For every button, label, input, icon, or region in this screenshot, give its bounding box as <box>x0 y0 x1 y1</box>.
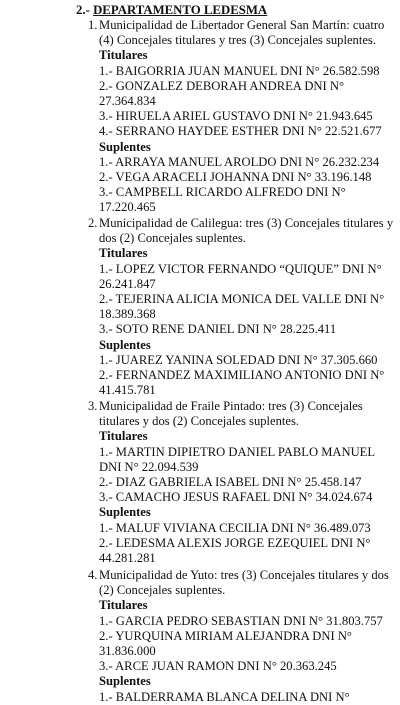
titular-entry: 2.- DIAZ GABRIELA ISABEL DNI N° 25.458.147 <box>99 475 362 490</box>
municipality-heading <box>88 216 396 246</box>
municipality-description: Municipalidad de Fraile Pintado: tres (3) Concejales titulares y dos (2) Concejales suplentes. <box>99 399 363 429</box>
titular-entry: 1.- LOPEZ VICTOR FERNANDO “QUIQUE” DNI N° 26.241.847 <box>99 261 382 291</box>
municipality-description: Municipalidad de Libertador General San Martín: cuatro (4) Concejales titulares y tres (3) Concejales suplentes. <box>99 18 385 48</box>
section-heading <box>76 3 267 18</box>
municipality-description: Municipalidad de Yuto: tres (3) Concejales titulares y dos (2) Concejales suplentes. <box>99 568 389 598</box>
municipality-number: 2. <box>88 216 98 230</box>
titular-entry: 1.- MARTIN DIPIETRO DANIEL PABLO MANUEL DNI N° 22.094.539 <box>99 444 375 474</box>
municipality-block-3 <box>88 399 396 566</box>
suplente-entry: 3.- CAMPBELL RICARDO ALFREDO DNI N° 17.220.465 <box>99 185 346 215</box>
titular-entry: 4.- SERRANO HAYDEE ESTHER DNI N° 22.521.677 <box>99 124 382 139</box>
suplente-entry: 2.- VEGA ARACELI JOHANNA DNI N° 33.196.148 <box>99 170 372 185</box>
suplentes-heading: Suplentes <box>99 674 151 689</box>
municipality-heading <box>88 399 396 429</box>
suplente-entry: 1.- MALUF VIVIANA CECILIA DNI N° 36.489.073 <box>99 520 371 535</box>
titulares-heading: Titulares <box>99 48 148 63</box>
municipality-block-1 <box>88 18 396 216</box>
suplente-entry: 1.- BALDERRAMA BLANCA DELINA DNI N° <box>99 689 350 704</box>
titular-entry: 1.- GARCIA PEDRO SEBASTIAN DNI N° 31.803.757 <box>99 613 383 628</box>
municipality-description: Municipalidad de Calilegua: tres (3) Concejales titulares y dos (2) Concejales suplentes. <box>99 216 394 246</box>
suplente-entry: 1.- JUAREZ YANINA SOLEDAD DNI N° 37.305.660 <box>99 352 378 367</box>
titular-entry: 2.- GONZALEZ DEBORAH ANDREA DNI N° 27.364.834 <box>99 78 344 109</box>
suplentes-heading: Suplentes <box>99 505 151 520</box>
suplente-entry: 2.- FERNANDEZ MAXIMILIANO ANTONIO DNI N° 41.415.781 <box>99 368 385 398</box>
municipality-heading <box>88 568 396 598</box>
titular-entry: 2.- TEJERINA ALICIA MONICA DEL VALLE DNI N° 18.389.368 <box>99 292 385 322</box>
section-title: DEPARTAMENTO LEDESMA <box>93 3 268 17</box>
municipality-number: 4. <box>88 568 98 582</box>
titulares-heading: Titulares <box>99 598 148 613</box>
titulares-heading: Titulares <box>99 246 148 261</box>
titular-entry: 3.- HIRUELA ARIEL GUSTAVO DNI N° 21.943.645 <box>99 109 373 124</box>
titular-entry: 3.- CAMACHO JESUS RAFAEL DNI N° 34.024.674 <box>99 490 373 505</box>
suplente-entry: 1.- ARRAYA MANUEL AROLDO DNI N° 26.232.234 <box>99 154 380 169</box>
titulares-heading: Titulares <box>99 429 148 444</box>
titular-entry: 2.- YURQUINA MIRIAM ALEJANDRA DNI N° 31.836.000 <box>99 628 352 659</box>
municipality-number: 1. <box>88 18 98 32</box>
titular-entry: 3.- ARCE JUAN RAMON DNI N° 20.363.245 <box>99 659 337 674</box>
suplentes-heading: Suplentes <box>99 139 151 154</box>
municipality-block-2 <box>88 216 396 398</box>
titular-entry: 3.- SOTO RENE DANIEL DNI N° 28.225.411 <box>99 322 337 337</box>
suplentes-heading: Suplentes <box>99 337 151 352</box>
municipality-heading <box>88 18 396 48</box>
suplente-entry: 2.- LEDESMA ALEXIS JORGE EZEQUIEL DNI N° 44.281.281 <box>99 535 371 566</box>
municipality-number: 3. <box>88 399 98 413</box>
section-number: 2.- <box>76 3 90 17</box>
municipality-block-4 <box>88 568 396 705</box>
titular-entry: 1.- BAIGORRIA JUAN MANUEL DNI N° 26.582.598 <box>99 63 380 78</box>
